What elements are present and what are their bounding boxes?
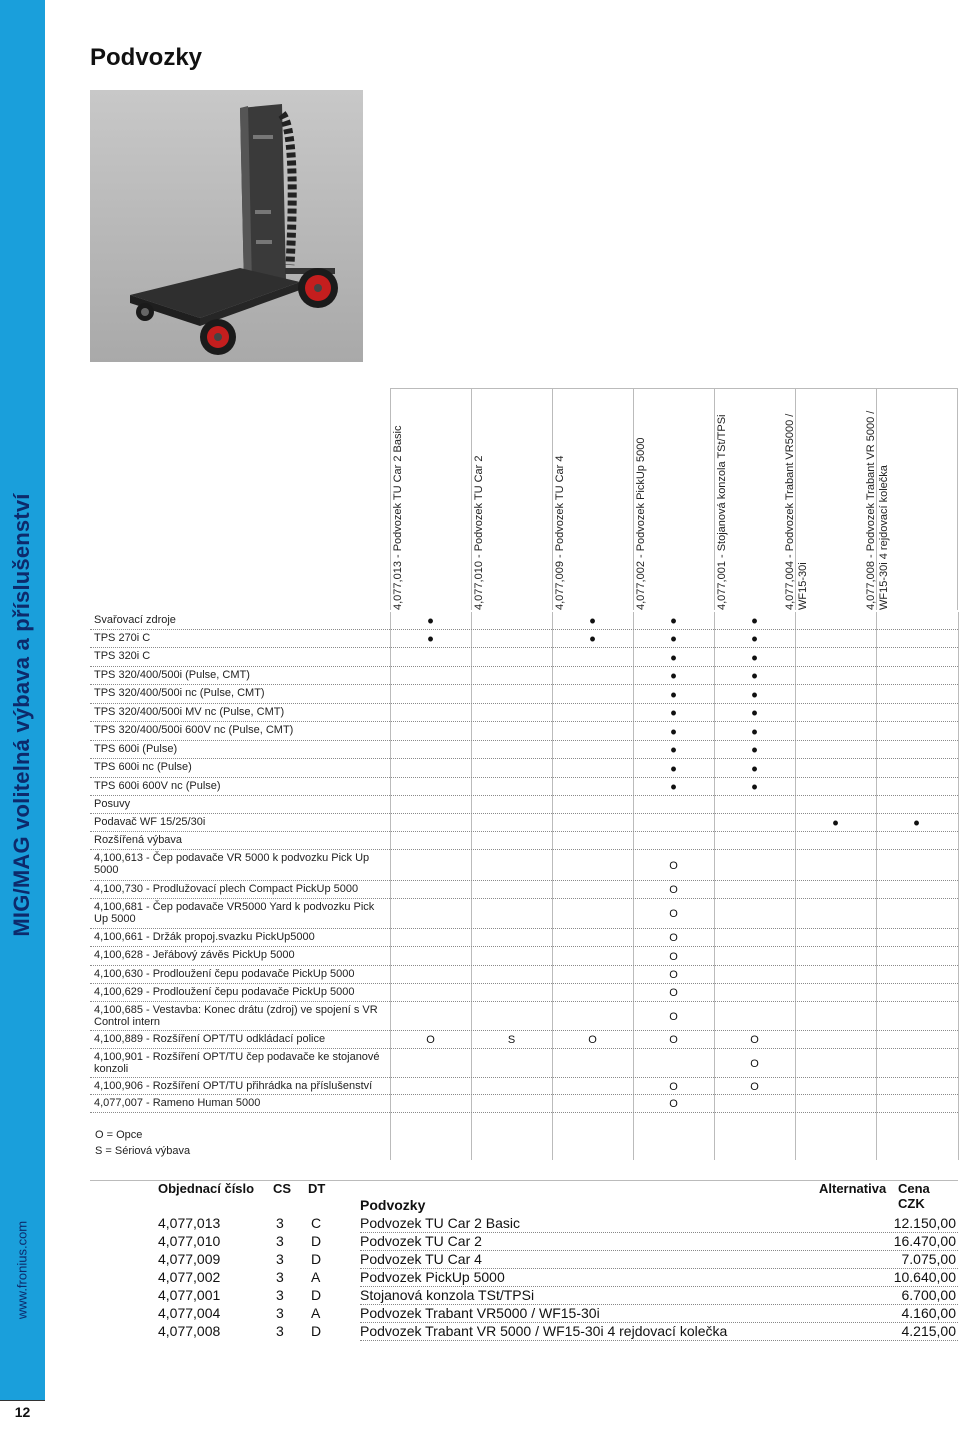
compatible-dot: •	[751, 758, 758, 779]
table-row	[90, 1078, 958, 1095]
row-label: Rozšířená výbava	[94, 834, 183, 846]
dt-value: D	[311, 1287, 322, 1303]
row-label: TPS 320i C	[94, 650, 151, 662]
availability-mark: O	[669, 908, 678, 920]
order-number: 4,077,008	[158, 1323, 221, 1339]
availability-mark: S	[507, 1034, 516, 1046]
table-row	[90, 796, 958, 814]
product-description: Stojanová konzola TSt/TPSi	[360, 1287, 535, 1303]
row-label: TPS 320/400/500i nc (Pulse, CMT)	[94, 687, 265, 699]
cs-value: 3	[276, 1251, 284, 1267]
table-row	[90, 1095, 958, 1113]
availability-mark: O	[669, 1080, 678, 1093]
availability-mark: O	[669, 1034, 678, 1046]
alternative-header: Alternativa	[819, 1181, 887, 1196]
order-number: 4,077,002	[158, 1269, 221, 1285]
table-row	[90, 832, 958, 850]
availability-mark: O	[669, 1010, 678, 1023]
table-row	[90, 966, 958, 984]
sidebar-title: MIG/MAG volitelná výbava a příslušenství	[9, 493, 34, 937]
compatible-dot: •	[751, 703, 758, 723]
compatible-dot: •	[751, 629, 758, 649]
row-label: TPS 320/400/500i (Pulse, CMT)	[94, 669, 250, 681]
section-header: Podvozky	[360, 1197, 426, 1213]
table-row	[90, 1002, 958, 1031]
cs-value: 3	[276, 1215, 284, 1231]
cs-value: 3	[276, 1323, 284, 1339]
row-label: Podavač WF 15/25/30i	[94, 816, 206, 828]
row-label: 4,100,628 - Jeřábový závěs PickUp 5000	[94, 949, 295, 961]
product-price: 4.160,00	[901, 1305, 956, 1321]
compatible-dot: •	[670, 777, 677, 797]
page-number: 12	[14, 1404, 31, 1420]
compatible-dot: •	[670, 666, 677, 686]
table-row	[90, 850, 958, 881]
dt-value: A	[311, 1305, 321, 1321]
table-row	[90, 929, 958, 947]
table-row	[90, 685, 958, 704]
product-price: 4.215,00	[901, 1323, 956, 1339]
product-price: 6.700,00	[901, 1287, 956, 1303]
table-row	[90, 667, 958, 685]
row-label: TPS 320/400/500i 600V nc (Pulse, CMT)	[94, 724, 294, 736]
availability-mark: O	[588, 1034, 597, 1046]
table-row	[90, 741, 958, 759]
table-row	[90, 881, 958, 899]
cart-illustration	[90, 90, 363, 362]
compatible-dot: •	[670, 611, 677, 631]
compatible-dot: •	[670, 721, 677, 742]
compatible-dot: •	[589, 611, 596, 631]
row-label: Posuvy	[94, 798, 131, 810]
order-number: 4,077,010	[158, 1233, 221, 1249]
compatible-dot: •	[670, 684, 677, 705]
dt-value: C	[311, 1215, 322, 1231]
legend-standard: S = Sériová výbava	[95, 1145, 191, 1157]
order-number-header: Objednací číslo	[158, 1181, 255, 1196]
row-label: TPS 600i (Pulse)	[94, 743, 178, 755]
table-row	[90, 722, 958, 741]
availability-mark: O	[750, 1080, 759, 1093]
table-row	[90, 612, 958, 630]
order-number: 4,077,001	[158, 1287, 221, 1303]
row-label: 4,100,613 - Čep podavače VR 5000 k podvozku Pick Up 5000	[94, 852, 370, 876]
compatible-dot: •	[751, 611, 758, 631]
table-row	[90, 899, 958, 929]
availability-mark: O	[669, 969, 678, 981]
compatible-dot: •	[751, 777, 758, 797]
product-description: Podvozek Trabant VR5000 / WF15-30i	[360, 1305, 600, 1321]
product-price: 16.470,00	[893, 1233, 956, 1249]
order-number: 4,077,004	[158, 1305, 221, 1321]
product-description: Podvozek TU Car 2 Basic	[360, 1215, 521, 1231]
cs-value: 3	[276, 1287, 284, 1303]
compatible-dot: •	[751, 647, 758, 668]
product-price: 10.640,00	[893, 1269, 956, 1285]
availability-mark: O	[426, 1034, 435, 1046]
compatible-dot: •	[751, 740, 758, 760]
availability-mark: O	[669, 1098, 678, 1110]
compatible-dot: •	[751, 666, 758, 686]
column-header: 4,077,009 - Podvozek TU Car 4	[552, 388, 633, 610]
dt-value: D	[311, 1233, 322, 1249]
row-label: 4,100,906 - Rozšíření OPT/TU přihrádka na příslušenství	[94, 1080, 373, 1092]
column-header: 4,077,002 - Podvozek PickUp 5000	[633, 388, 714, 610]
website-link[interactable]: www.fronius.com	[14, 1220, 30, 1320]
table-row	[90, 814, 958, 832]
row-label: 4,100,730 - Prodlužovací plech Compact PickUp 5000	[94, 883, 359, 895]
compatible-dot: •	[670, 758, 677, 779]
table-row	[90, 1049, 958, 1078]
cs-header: CS	[273, 1181, 292, 1196]
column-header: 4,077,013 - Podvozek TU Car 2 Basic	[390, 388, 471, 610]
product-price: 12.150,00	[893, 1215, 956, 1231]
cs-value: 3	[276, 1305, 284, 1321]
availability-mark: O	[750, 1057, 759, 1070]
product-price: 7.075,00	[901, 1251, 956, 1267]
dt-header: DT	[308, 1181, 326, 1196]
table-row	[90, 630, 958, 648]
availability-mark: O	[669, 884, 678, 896]
row-label: 4,077,007 - Rameno Human 5000	[94, 1097, 261, 1109]
table-row	[90, 984, 958, 1002]
column-header: 4,077,001 - Stojanová konzola TSt/TPSi	[714, 388, 795, 610]
row-label: 4,100,685 - Vestavba: Konec drátu (zdroj) ve spojení s VR Control intern	[94, 1004, 378, 1028]
row-label: 4,100,681 - Čep podavače VR5000 Yard k podvozku Pick Up 5000	[94, 901, 375, 925]
compatible-dot: •	[670, 703, 677, 723]
compatible-dot: •	[589, 629, 596, 649]
legend-option: O = Opce	[95, 1129, 143, 1141]
row-label: TPS 270i C	[94, 632, 151, 644]
column-header: 4,077,008 - Podvozek Trabant VR 5000 / WF15-30i 4 rejdovací kolečka	[876, 388, 958, 610]
table-row	[90, 1031, 958, 1049]
row-label: 4,100,661 - Držák propoj.svazku PickUp5000	[94, 931, 315, 943]
cs-value: 3	[276, 1269, 284, 1285]
row-label: 4,100,629 - Prodloužení čepu podavače PickUp 5000	[94, 986, 355, 998]
row-label: TPS 600i nc (Pulse)	[94, 761, 192, 773]
product-description: Podvozek PickUp 5000	[360, 1269, 505, 1285]
column-header: 4,077,004 - Podvozek Trabant VR5000 / WF15-30i	[795, 388, 876, 610]
row-label: TPS 600i 600V nc (Pulse)	[94, 780, 221, 792]
grid-line	[958, 612, 959, 1160]
cs-value: 3	[276, 1233, 284, 1249]
row-label: 4,100,901 - Rozšíření OPT/TU čep podavače ke stojanové konzoli	[94, 1051, 380, 1075]
availability-mark: O	[750, 1034, 759, 1046]
compatible-dot: •	[670, 647, 677, 668]
table-row	[90, 759, 958, 778]
compatible-dot: •	[751, 684, 758, 705]
compatible-dot: •	[670, 629, 677, 649]
availability-mark: O	[669, 950, 678, 963]
product-description: Podvozek TU Car 4	[360, 1251, 482, 1267]
table-row	[90, 648, 958, 667]
dt-value: D	[311, 1323, 322, 1339]
column-header: 4,077,010 - Podvozek TU Car 2	[471, 388, 552, 610]
compatible-dot: •	[832, 813, 839, 833]
row-label: 4,100,630 - Prodloužení čepu podavače PickUp 5000	[94, 968, 355, 980]
row-label: Svařovací zdroje	[94, 614, 176, 626]
table-row	[90, 704, 958, 722]
table-row	[90, 947, 958, 966]
dt-value: A	[311, 1269, 321, 1285]
product-description: Podvozek Trabant VR 5000 / WF15-30i 4 rejdovací kolečka	[360, 1323, 728, 1339]
cart-photo	[90, 90, 363, 362]
price-header: Cena CZK	[898, 1181, 930, 1211]
sidebar	[0, 0, 45, 1400]
page-title: Podvozky	[90, 44, 203, 71]
compatible-dot: •	[670, 740, 677, 760]
compatible-dot: •	[427, 611, 434, 631]
dt-value: D	[311, 1251, 322, 1267]
compatible-dot: •	[751, 721, 758, 742]
compatible-dot: •	[913, 813, 920, 833]
row-label: TPS 320/400/500i MV nc (Pulse, CMT)	[94, 706, 285, 718]
table-row	[90, 778, 958, 796]
availability-mark: O	[669, 859, 678, 872]
order-number: 4,077,009	[158, 1251, 221, 1267]
availability-mark: O	[669, 932, 678, 944]
row-label: 4,100,889 - Rozšíření OPT/TU odkládací police	[94, 1033, 326, 1045]
availability-mark: O	[669, 987, 678, 999]
product-description: Podvozek TU Car 2	[360, 1233, 482, 1249]
order-number: 4,077,013	[158, 1215, 221, 1231]
compatible-dot: •	[427, 629, 434, 649]
